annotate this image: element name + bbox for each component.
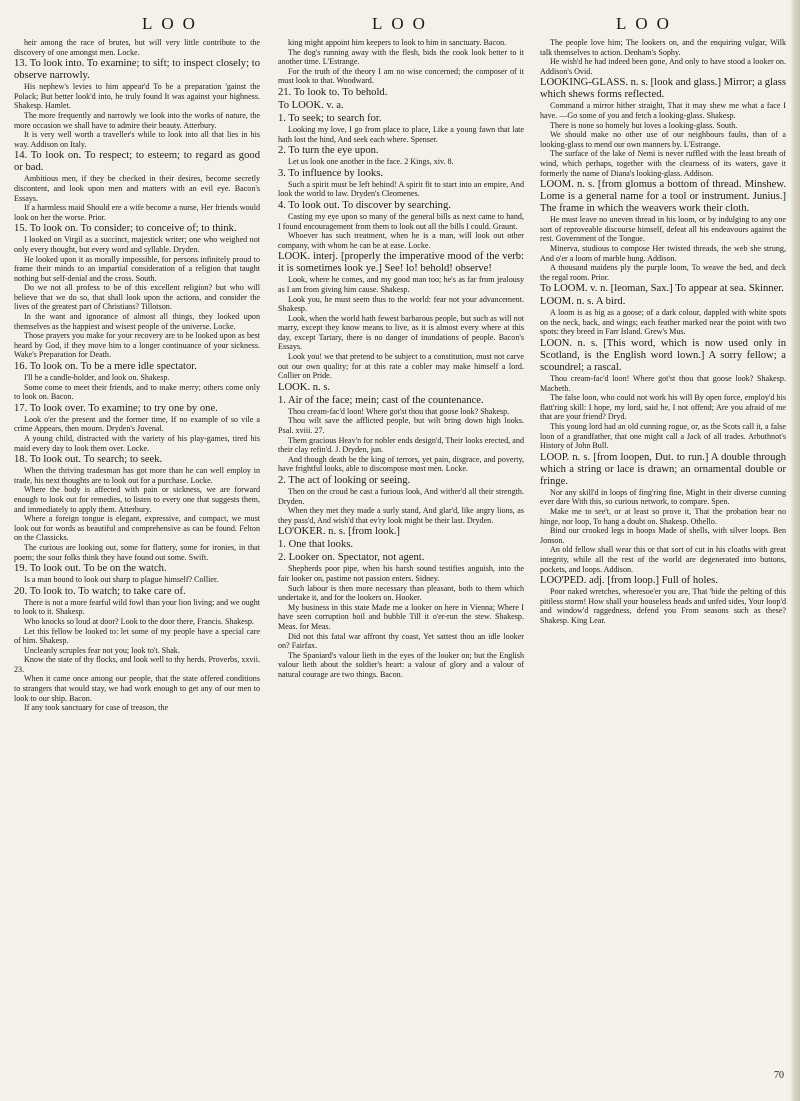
entry-paragraph: The Spaniard's valour lieth in the eyes of the looker on; but the English valour lieth about the soldier's heart: a valour of glory and a valour of natural courage are two things. Bacon. xyxy=(278,650,524,679)
entry-paragraph: 2. Looker on. Spectator, not agent. xyxy=(278,552,425,564)
entry-paragraph: Do we not all profess to be of this excellent religion? but who will believe that we do so, that shall look upon the actions, and consider the lives of the greatest part of Christians? Tillotson. xyxy=(14,283,260,312)
entry-paragraph: 16. To look on. To be a mere idle spectator. xyxy=(14,361,197,373)
entry-paragraph: He must leave no uneven thread in his loom, or by indulging to any one sort of reproveable discourse himself, defeat all his endeavours against the rest. Government of the Tongue. xyxy=(540,215,786,244)
entry-paragraph: LOOK. interj. [properly the imperative mood of the verb: it is sometimes look ye.] See! lo! behold! observe! xyxy=(278,251,524,275)
entry-paragraph: When they met they made a surly stand, And glar'd, like angry lions, as they pass'd, And wish'd that ev'ry look might be their last. Dryden. xyxy=(278,506,524,525)
entry-paragraph: We should make no other use of our neighbours faults, than of a looking-glass to mend our own manners by. L'Estrange. xyxy=(540,130,786,149)
entry-paragraph: LOOM. n. s. A bird. xyxy=(540,296,626,308)
entry-paragraph: 18. To look out. To search; to seek. xyxy=(14,454,163,466)
column-middle xyxy=(278,38,524,1078)
entry-paragraph: LOOKING-GLASS. n. s. [look and glass.] Mirror; a glass which shews forms reflected. xyxy=(540,77,786,101)
entry-paragraph: A thousand maidens ply the purple loom, To weave the bed, and deck the regal room. Prior. xyxy=(540,263,786,282)
entry-paragraph: LOOK. n. s. xyxy=(278,381,331,393)
entry-paragraph: To LOOM. v. n. [leoman, Sax.] To appear at sea. Skinner. xyxy=(540,283,784,295)
entry-paragraph: He wish'd he had indeed been gone, And only to have stood a looker on. Addison's Ovid. xyxy=(540,57,786,76)
entry-paragraph: An old fellow shall wear this or that sort of cut in his cloaths with great integrity, while all the rest of the world are degenerated into buttons, pockets, and loops. Addison. xyxy=(540,545,786,574)
entry-paragraph: I looked on Virgil as a succinct, majestick writer; one who weighed not only every thought, but every word and syllable. Dryden. xyxy=(14,235,260,254)
entry-paragraph: There is none so homely but loves a looking-glass. South. xyxy=(550,120,738,130)
entry-paragraph: 1. Air of the face; mein; cast of the countenance. xyxy=(278,394,484,406)
entry-paragraph: 1. To seek; to search for. xyxy=(278,112,382,124)
entry-paragraph: 2. The act of looking or seeing. xyxy=(278,475,411,486)
entry-paragraph: 2. To turn the eye upon. xyxy=(278,145,379,157)
entry-paragraph: Thou wilt save the afflicted people, but wilt bring down high looks. Psal. xviii. 27. xyxy=(278,416,524,436)
entry-paragraph: Shepherds poor pipe, when his harsh sound testifies anguish, into the fair looker on, pastime not passion enters. Sidney. xyxy=(278,564,524,583)
entry-paragraph: Then on the croud he cast a furious look, And wither'd all their strength. Dryden. xyxy=(278,487,524,506)
entry-paragraph: Some come to meet their friends, and to make merry; others come only to look on. Bacon. xyxy=(14,382,260,402)
entry-paragraph: The surface of the lake of Nemi is never ruffled with the least breath of wind, which perhaps, together with the clearness of its waters, gave it formerly the name of Diana's looking-glass. Addison. xyxy=(540,149,786,178)
entry-paragraph: Such a spirit must be left behind! A spirit fit to start into an empire, And look the world to law. Dryden's Cleomenes. xyxy=(278,179,524,199)
entry-paragraph: His nephew's levies to him appear'd To be a preparation 'gainst the Polack; But better look'd into, he truly found It was against your highness. Shakesp. Hamlet. xyxy=(14,82,260,111)
entry-paragraph: Let this fellow be looked to: let some of my people have a special care of him. Shakesp. xyxy=(14,626,260,646)
entry-paragraph: I'll be a candle-holder, and look on. Shakesp. xyxy=(24,373,170,383)
entry-paragraph: Poor naked wretches, wheresoe'er you are, That 'bide the pelting of this pitiless storm! How shall your houseless heads and unfed sides, Your loop'd and window'd raggedness, defend you From seasons such as these? Shakesp. King Lear. xyxy=(540,587,786,625)
entry-paragraph: Those prayers you make for your recovery are to be looked upon as best heard by God, if they move him to a longer continuance of your sickness. Wake's Preparation for Death. xyxy=(14,331,260,360)
entry-paragraph: To LOOK. v. a. xyxy=(278,99,344,111)
entry-paragraph: LOO'PED. adj. [from loop.] Full of holes. xyxy=(540,575,718,587)
entry-paragraph: Who knocks so loud at door? Look to the door there, Francis. Shakesp. xyxy=(24,616,254,626)
entry-paragraph: 21. To look to. To behold. xyxy=(278,86,388,98)
entry-paragraph: Uncleanly scruples fear not you; look to't. Shak. xyxy=(24,645,180,655)
entry-paragraph: My business in this state Made me a looker on here in Vienna; Where I have seen corruption boil and bubble Till it o'er-run the stew. Shakesp. Meas. for Meas. xyxy=(278,602,524,631)
entry-paragraph: Let us look one another in the face. 2 Kings, xiv. 8. xyxy=(288,157,454,167)
entry-paragraph: Them gracious Heav'n for nobler ends design'd, Their looks erected, and their clay refin'd. J. Dryden, jun. xyxy=(278,435,524,455)
entry-paragraph: 1. One that looks. xyxy=(278,539,354,551)
entry-paragraph: When the thriving tradesman has got more than he can well employ in trade, his next thoughts are to look out for a purchase. Locke. xyxy=(14,466,260,485)
entry-paragraph: LOOP. n. s. [from loopen, Dut. to run.] A double through which a string or lace is drawn; an ornamental double or fringe. xyxy=(540,451,786,487)
entry-paragraph: If a harmless maid Should ere a wife become a nurse, Her friends would look on her the worse. Prior. xyxy=(14,203,260,222)
entry-paragraph: It is very well worth a traveller's while to look into all that lies in his way. Addison on Italy. xyxy=(14,130,260,149)
entry-paragraph: Look you, he must seem thus to the world: fear not your advancement. Shakesp. xyxy=(278,294,524,314)
entry-paragraph: The false loon, who could not work his will By open force, employ'd his flatt'ring skill: I hope, my lord, said he, I not offend; Are you afraid of me that are your friend? Dryd. xyxy=(540,393,786,422)
entry-paragraph: LO'OKER. n. s. [from look.] xyxy=(278,526,400,538)
entry-paragraph: A loom is as big as a goose; of a dark colour, dappled with white spots on the neck, back, and wings; each feather marked near the point with two spots: they breed in Farr Island. Grew's Mus. xyxy=(540,308,786,337)
entry-paragraph: heir among the race of brutes, but will very little contribute to the discovery of one amongst men. Locke. xyxy=(14,38,260,57)
entry-paragraph: Make me to see't, or at least so prove it, That the probation bear no hinge, nor loop, To hang a doubt on. Shakesp. Othello. xyxy=(540,507,786,526)
header-right: LOO xyxy=(616,14,678,33)
entry-paragraph: 14. To look on. To respect; to esteem; to regard as good or bad. xyxy=(14,150,260,174)
entry-paragraph: Look o'er the present and the former time, If no example of so vile a crime Appears, then mourn. Dryden's Juvenal. xyxy=(14,414,260,434)
entry-paragraph: Did not this fatal war affront thy coast, Yet sattest thou an idle looker on? Fairfax. xyxy=(278,631,524,651)
entry-paragraph: king might appoint him keepers to look to him in sanctuary. Bacon. xyxy=(288,38,507,47)
entry-paragraph: Where the body is affected with pain or sickness, we are forward enough to look out for remedies, to listen to every one that suggests them, and immediately to apply them. Atterbury. xyxy=(14,485,260,514)
entry-paragraph: Nor any skill'd in loops of fing'ring fine, Might in their diverse cunning ever dare With this, so curious network, to compare. Spen. xyxy=(540,487,786,507)
column-right xyxy=(540,38,786,1078)
entry-paragraph: There is not a more fearful wild fowl than your lion living; and we ought to look to it. Shakesp. xyxy=(14,597,260,617)
entry-paragraph: Where a foreign tongue is elegant, expressive, and compact, we must look out for words as beautiful and comprehensive as can be found. Felton on the Classicks. xyxy=(14,514,260,543)
entry-paragraph: Command a mirror hither straight, That it may shew me what a face I have. —Go some of you and fetch a looking-glass. Shakesp. xyxy=(540,101,786,120)
entry-paragraph: Look, when the world hath fewest barbarous people, but such as will not marry, except they know means to live, as it is almost every where at this day, except Tartary, there is no danger of inundations of people. Bacon's Essays. xyxy=(278,313,524,352)
page-number: 70 xyxy=(774,1070,784,1081)
entry-paragraph: Look, where he comes, and my good man too; he's as far from jealousy as I am from giving him cause. Shakesp. xyxy=(278,275,524,294)
entry-paragraph: The curious are looking out, some for flattery, some for ironies, in that poem; the sour folks think they have found out some. Swift. xyxy=(14,542,260,562)
entry-paragraph: If any took sanctuary for case of treason, the xyxy=(24,703,169,713)
entry-paragraph: Look you! we that pretend to be subject to a constitution, must not carve out our own quality; for at this rate a cobler may make himself a lord. Collier on Pride. xyxy=(278,352,524,381)
entry-paragraph: Minerva, studious to compose Her twisted threads, the web she strung, And o'er a loom of marble hung. Addison. xyxy=(540,243,786,263)
entry-paragraph: Looking my love, I go from place to place, Like a young fawn that late hath lost the hind, And seek each where. Spenser. xyxy=(278,124,524,144)
entry-paragraph: A young child, distracted with the variety of his play-games, tired his maid every day to look them over. Locke. xyxy=(14,434,260,453)
entry-paragraph: Casting my eye upon so many of the general bills as next came to hand, I found encouragement from them to look out all the bills I could. Graunt. xyxy=(278,211,524,231)
entry-paragraph: 19. To look out. To be on the watch. xyxy=(14,563,167,575)
entry-paragraph: Is a man bound to look out sharp to plague himself? Collier. xyxy=(24,575,219,585)
header-left: LOO xyxy=(142,14,204,33)
entry-paragraph: Thou cream-fac'd loon! Where got'st thou that goose look? Shakesp. xyxy=(288,406,510,416)
page-edge xyxy=(790,0,800,1101)
entry-paragraph: 17. To look over. To examine; to try one by one. xyxy=(14,402,218,414)
entry-paragraph: The dog's running away with the flesh, bids the cook look better to it another time. L'Estrange. xyxy=(278,47,524,67)
entry-paragraph: When it came once among our people, that the state offered conditions to strangers that would stay, we had work enough to get any of our men to look to our ship. Bacon. xyxy=(14,674,260,703)
entry-paragraph: 3. To influence by looks. xyxy=(278,167,383,179)
entry-paragraph: The people love him; The lookers on, and the enquiring vulgar, Wilk talk themselves to action. Denham's Sophy. xyxy=(540,38,786,57)
entry-paragraph: 15. To look on. To consider; to conceive of; to think. xyxy=(14,223,237,235)
entry-paragraph: 20. To look to. To watch; to take care of. xyxy=(14,585,186,597)
entry-paragraph: Whoever has such treatment, when he is a man, will look out other company, with whom he can be at ease. Locke. xyxy=(278,231,524,250)
entry-paragraph: 4. To look out. To discover by searching. xyxy=(278,199,451,211)
entry-paragraph: 13. To look into. To examine; to sift; to inspect closely; to observe narrowly. xyxy=(14,58,260,82)
running-header xyxy=(0,14,800,34)
entry-paragraph: Such labour is then more necessary than pleasant, both to them which undertake it, and for the lookers on. Hooker. xyxy=(278,583,524,603)
entry-paragraph: Ambitious men, if they be checked in their desires, become secretly discontent, and look upon men and matters with an evil eye. Bacon's Essays. xyxy=(14,174,260,203)
entry-paragraph: Thou cream-fac'd loon! Where got'st thou that goose look? Shakesp. Macbeth. xyxy=(540,374,786,393)
column-left xyxy=(14,38,260,1078)
header-center: LOO xyxy=(372,14,434,33)
entry-paragraph: Know the state of thy flocks, and look well to thy herds. Proverbs, xxvii. 23. xyxy=(14,655,260,674)
entry-paragraph: In the want and ignorance of almost all things, they looked upon themselves as the happiest and wisest people of the universe. Locke. xyxy=(14,312,260,331)
entry-paragraph: Bind our crooked legs in hoops Made of shells, with silver loops. Ben Jonson. xyxy=(540,526,786,545)
entry-paragraph: This young lord had an old cunning rogue, or, as the Scots call it, a false loon of a grandfather, that one might call a Jack of all trades. Arbuthnot's History of John Bull. xyxy=(540,422,786,451)
entry-paragraph: He looked upon it as morally impossible, for persons infinitely proud to frame their minds to an impartial consideration of a religion that taught nothing but self-denial and the cross. South. xyxy=(14,254,260,283)
entry-paragraph: LOON. n. s. [This word, which is now used only in Scotland, is the English word lown.] A sorry fellow; a scoundrel; a rascal. xyxy=(540,338,786,374)
entry-paragraph: And though death be the king of terrors, yet pain, disgrace, and poverty, have frightful looks, able to discompose most men. Locke. xyxy=(278,454,524,474)
entry-paragraph: LOOM. n. s. [from glomus a bottom of thread. Minshew. Lome is a general name for a tool or instrument. Junius.] The frame in which the weavers work their cloth. xyxy=(540,179,786,215)
entry-paragraph: The more frequently and narrowly we look into the works of nature, the more occasion we shall have to admire their beauty. Atterbury. xyxy=(14,110,260,130)
entry-paragraph: For the truth of the theory I am no wise concerned; the composer of it must look to that. Woodward. xyxy=(278,66,524,86)
